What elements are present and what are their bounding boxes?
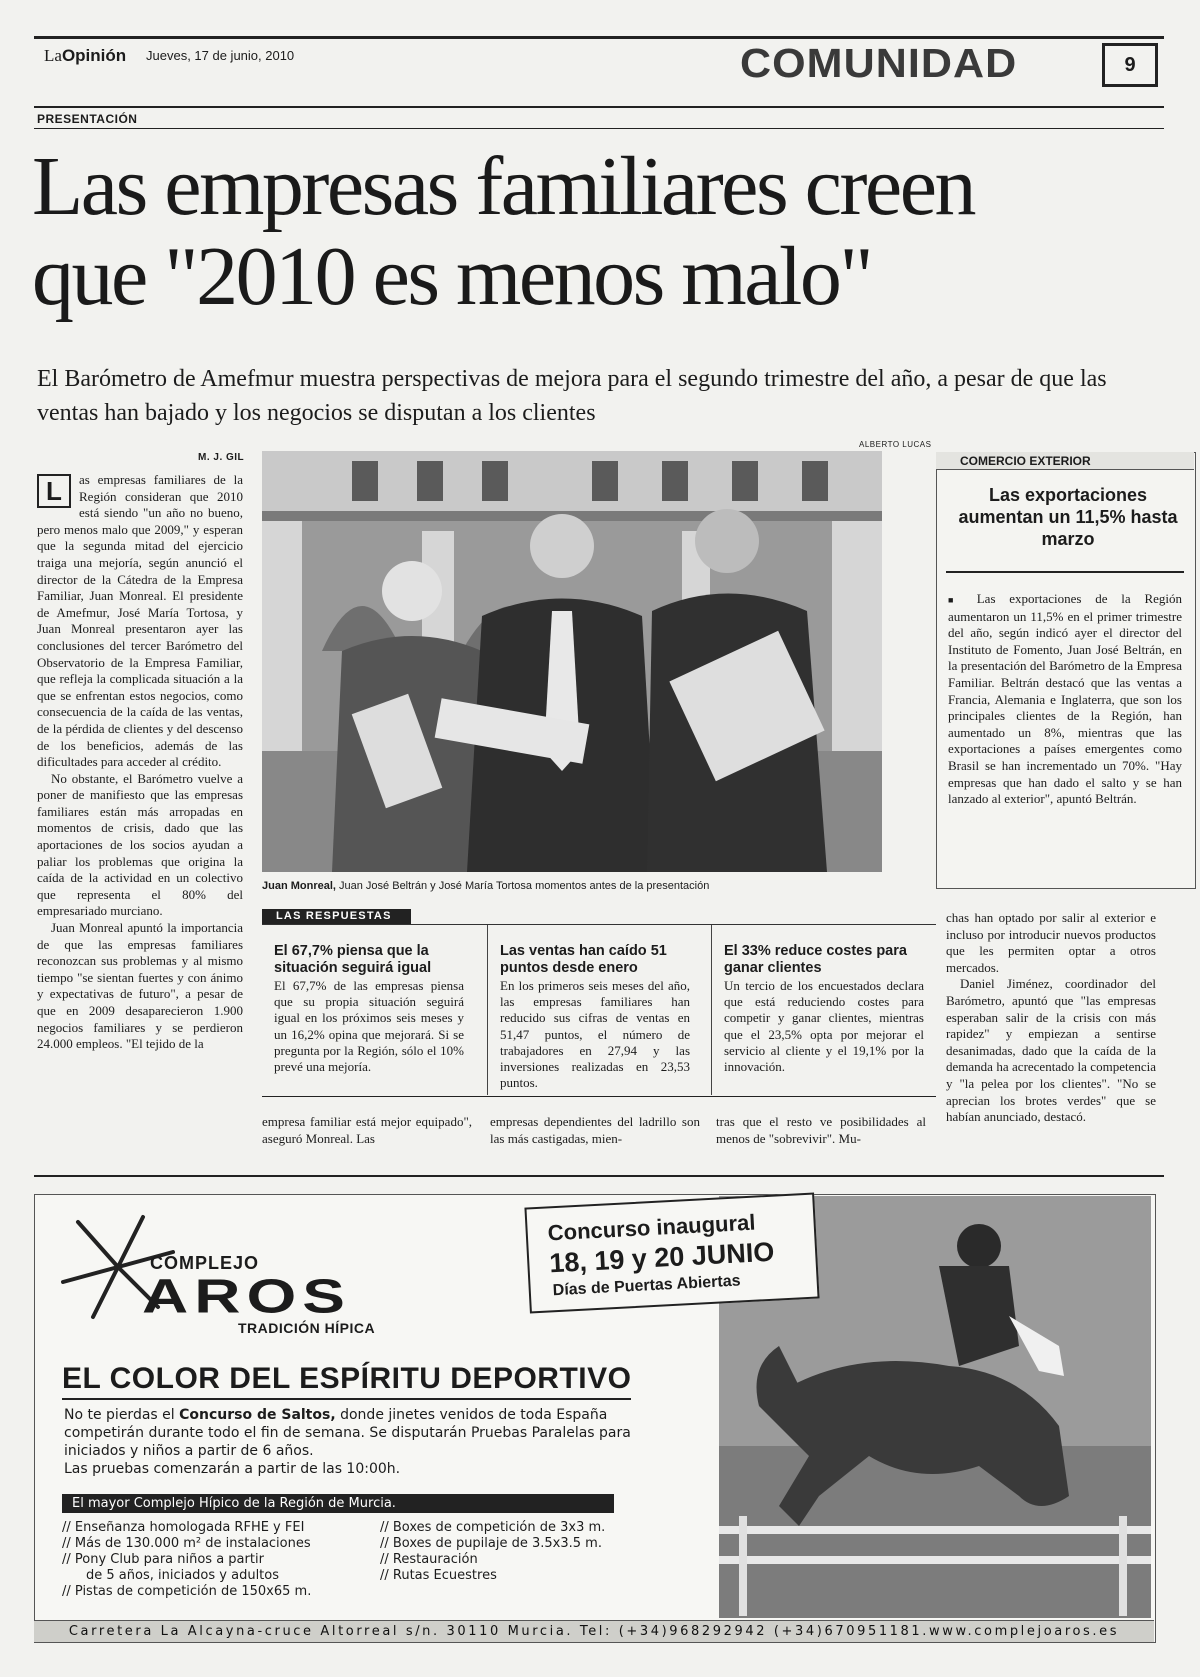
- sidebar-title: Las exportaciones aumentan un 11,5% hasta marzo: [958, 485, 1178, 549]
- article-column-4: tras que el resto ve posibilidades al menos de "sobrevivir". Mu-: [716, 1114, 926, 1146]
- features-right: [380, 1520, 680, 1584]
- paragraph: Juan Monreal apuntó la importancia de que las empresas familiares reconozcan sus problemas y al mismo tiempo "se sientan fuertes y con ánimo y expectativas de futuro", a pesar de que en 2009 desaparecieron 1.900 negocios familiares y se perdieron 24.000 empleos. "El tejido de la: [37, 920, 243, 1052]
- photo-credit: ALBERTO LUCAS: [859, 440, 932, 449]
- caption-text: Juan José Beltrán y José María Tortosa momentos antes de la presentación: [335, 880, 710, 892]
- feature-item: // Boxes de pupilaje de 3.5x3.5 m.: [380, 1536, 602, 1551]
- kicker-rule: [34, 128, 1164, 129]
- logo-prefix: La: [44, 46, 62, 65]
- event-box: [524, 1192, 819, 1313]
- top-rule: [34, 36, 1164, 39]
- event-dates: 18, 19 y 20 JUNIO: [548, 1236, 775, 1279]
- header-rule: [34, 106, 1164, 108]
- respuesta-title: Las ventas han caído 51 puntos desde enero: [500, 943, 667, 976]
- article-column-3: empresas dependientes del ladrillo son las más castigadas, mien-: [490, 1114, 700, 1146]
- headline-line-1: Las empresas familiares creen: [32, 140, 974, 233]
- article-column-2: empresa familiar está mejor equipado", aseguró Monreal. Las: [262, 1114, 472, 1146]
- article-photo: [262, 451, 882, 872]
- feature-item: // Rutas Ecuestres: [380, 1568, 497, 1583]
- ad-band: El mayor Complejo Hípico de la Región de Murcia.: [62, 1494, 614, 1513]
- ad-slogan: EL COLOR DEL ESPÍRITU DEPORTIVO: [62, 1362, 631, 1400]
- respuestas-bottom-rule: [262, 1096, 936, 1097]
- event-subtitle: Días de Puertas Abiertas: [552, 1272, 741, 1300]
- brand-name: AROS: [142, 1268, 351, 1323]
- paragraph: Daniel Jiménez, coordinador del Barómetro, apuntó que "las empresas esperaban salir de la crisis con más rapidez" y empiezan a sentirse desanimadas, dado que la caída de la demanda ha acrecentado la competencia y "la pelea por los clientes". "No se aprecian los brotes verdes" que se habían anunciado, destacó.: [946, 976, 1156, 1125]
- feature-item: // Pony Club para niños a partir: [62, 1552, 264, 1567]
- respuesta-text: Un tercio de los encuestados declara que está reduciendo costes para competir y ganar clientes, mientras que el 23,5% opta por mejorar el servicio al cliente y el 19,1% por la innovación.: [724, 978, 924, 1075]
- event-title: Concurso inaugural: [547, 1209, 756, 1246]
- ad-description: [64, 1406, 664, 1478]
- respuesta-item: [487, 925, 700, 1095]
- respuesta-item: [711, 925, 937, 1095]
- respuesta-item: [262, 925, 474, 1095]
- logo-name: Opinión: [61, 46, 127, 65]
- ad-contact-footer: Carretera La Alcayna-cruce Altorreal s/n. 30110 Murcia. Tel: (+34)968292942 (+34)670951181.www.complejoaros.es: [34, 1620, 1154, 1642]
- article-column-1: [37, 472, 243, 1053]
- feature-item: de 5 años, iniciados y adultos: [86, 1568, 280, 1583]
- subheadline: El Barómetro de Amefmur muestra perspectivas de mejora para el segundo trimestre del año, a pesar de que las ventas han bajado y los negocios se disputan a los clientes: [37, 366, 1107, 426]
- byline: M. J. GIL: [198, 452, 245, 463]
- photo-illustration: [262, 451, 882, 872]
- photo-caption: [262, 880, 882, 892]
- respuesta-title: El 67,7% piensa que la situación seguirá igual: [274, 943, 432, 976]
- desc-text: donde jinetes venidos de toda España competirán durante todo el fin de semana. Se disputarán Pruebas Paralelas para iniciados y niños a partir de 6 años.: [64, 1407, 631, 1459]
- sidebar-paragraph: Las exportaciones de la Región aumentaron un 11,5% en el primer trimestre del año, según indicó ayer el director del Instituto de Fomento, Juan José Beltrán, en la presentación del Barómetro de la Empresa Familiar. Beltrán destacó que las ventas a Francia, Alemania e Inglaterra, que son los principales clientes de la Región, han aumentado un 8%, mientras que las exportaciones a países emergentes como Brasil se han incrementado un 70%. "Hay empresas que han dado el salto y se han lanzado al exterior", apuntó Beltrán.: [948, 591, 1182, 807]
- issue-date: Jueves, 17 de junio, 2010: [146, 48, 295, 63]
- paragraph: No obstante, el Barómetro vuelve a poner de manifiesto que las empresas familiares están más arropadas en momentos de crisis, dado que las aportaciones de los socios ayudan a paliar los problemas que origina la caída de la actividad en un colectivo que representa el 80% del empresariado murciano.: [37, 770, 243, 919]
- features-left: [62, 1520, 372, 1600]
- headline: [32, 142, 1172, 322]
- respuesta-title: El 33% reduce costes para ganar clientes: [724, 943, 907, 976]
- drop-cap: L: [37, 474, 71, 508]
- sidebar-label: COMERCIO EXTERIOR: [936, 452, 1194, 470]
- respuestas-label: LAS RESPUESTAS: [262, 909, 411, 924]
- article-column-5: [946, 910, 1156, 1126]
- ad-separator-rule: [34, 1175, 1164, 1177]
- respuesta-text: En los primeros seis meses del año, las empresas familiares han reducido sus cifras de ventas en 51,47 puntos, el número de trabajadores en 27,94 y las inversiones realizadas en 23,53 puntos.: [500, 978, 690, 1091]
- sidebar-text: [948, 591, 1182, 808]
- desc-bold: Concurso de Saltos,: [179, 1407, 336, 1423]
- newspaper-logo: [44, 46, 126, 66]
- desc-text: Las pruebas comenzarán a partir de las 10:00h.: [64, 1461, 401, 1477]
- feature-item: // Enseñanza homologada RFHE y FEI: [62, 1520, 305, 1535]
- respuestas-box: [262, 924, 936, 1097]
- sidebar-title-rule: [946, 571, 1184, 573]
- feature-item: // Pistas de competición de 150x65 m.: [62, 1584, 312, 1599]
- brand-top-text: COMPLEJO: [150, 1253, 260, 1273]
- feature-item: // Restauración: [380, 1552, 478, 1567]
- headline-line-2: que "2010 es menos malo": [32, 230, 872, 323]
- bullet-icon: ■: [948, 595, 977, 605]
- respuesta-text: El 67,7% de las empresas piensa que su propia situación seguirá igual en los próximos seis meses y un 16,2% opina que mejorará. Si se pregunta por la Región, sólo el 10% prevé una mejoría.: [274, 978, 464, 1075]
- caption-name: Juan Monreal,: [262, 880, 336, 892]
- feature-item: // Más de 130.000 m² de instalaciones: [62, 1536, 311, 1551]
- paragraph: chas han optado por salir al exterior e incluso por introducir nuevos productos que les permiten optar a otros mercados.: [946, 910, 1156, 975]
- feature-item: // Boxes de competición de 3x3 m.: [380, 1520, 606, 1535]
- page-number: 9: [1102, 43, 1158, 87]
- brand-tagline: TRADICIÓN HÍPICA: [238, 1320, 376, 1336]
- article-kicker: PRESENTACIÓN: [37, 112, 138, 126]
- desc-text: No te pierdas el: [64, 1407, 180, 1423]
- section-title: COMUNIDAD: [740, 40, 1018, 86]
- paragraph: as empresas familiares de la Región consideran que 2010 está siendo "un año no bueno, pero menos malo que 2009," y esperan que la segunda mitad del ejercicio traiga una mejoría, según anunció el director de la Cátedra de la Empresa Familiar, Juan Monreal. El presidente de Amefmur, José María Tortosa, y Juan Monreal presentaron ayer las conclusiones del tercer Barómetro del Observatorio de la Empresa Familiar, que refleja la complicada situación a la que se enfrentan estos negocios, como consecuencia de la caída de las ventas, de la pérdida de clientes y del descenso de los beneficios, además de las dificultades para acceder al crédito.: [37, 472, 243, 770]
